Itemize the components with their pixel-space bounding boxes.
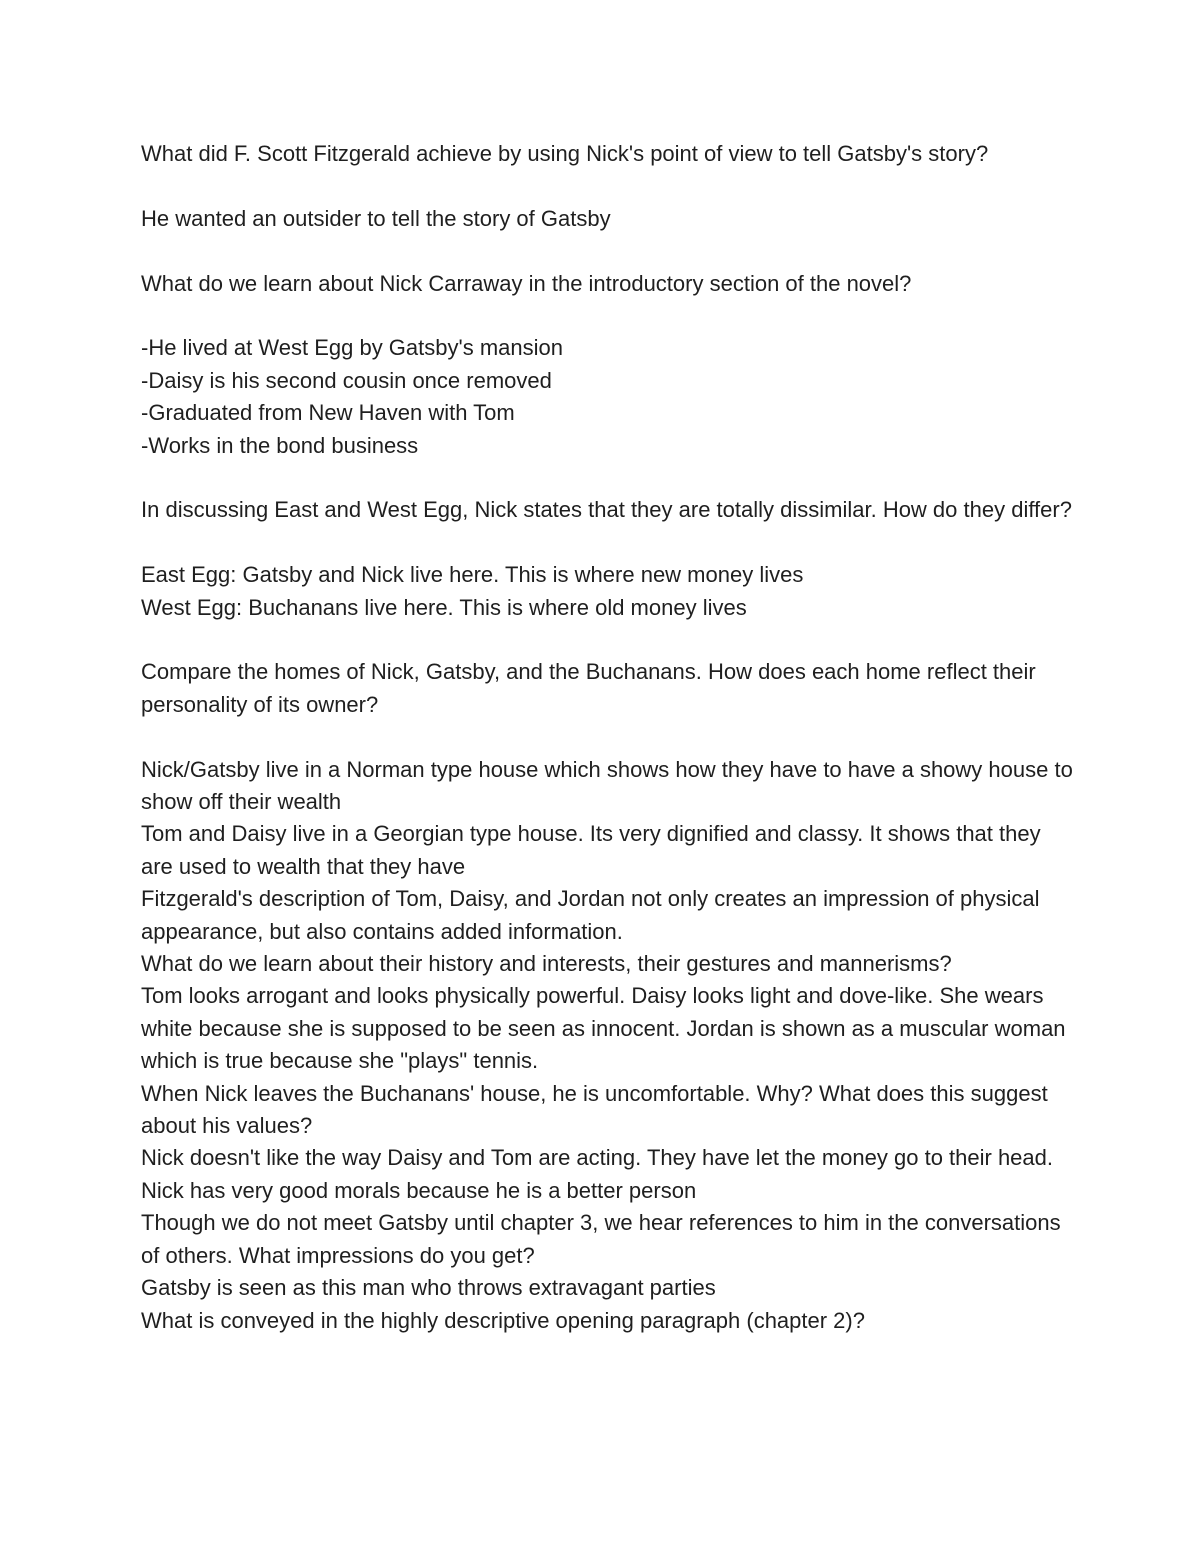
answer-paragraph [141, 754, 1079, 1337]
document-page [141, 138, 1079, 1369]
question-paragraph [141, 494, 1076, 526]
text-line: Tom looks arrogant and looks physically powerful. Daisy looks light and dove-like. She wears white because she is supposed to be seen as innocent. Jordan is shown as a muscular woman which is true because she "plays" tennis. [141, 983, 1072, 1074]
text-line: Fitzgerald's description of Tom, Daisy, and Jordan not only creates an impression of physical appearance, but also contains added information. [141, 886, 1046, 944]
text-line: Compare the homes of Nick, Gatsby, and the Buchanans. How does each home reflect their personality of its owner? [141, 659, 1042, 717]
question-paragraph [141, 138, 1076, 170]
text-line: When Nick leaves the Buchanans' house, he is uncomfortable. Why? What does this suggest about his values? [141, 1080, 1054, 1139]
list-item: -Works in the bond business [141, 432, 419, 458]
text-line: Nick/Gatsby live in a Norman type house which shows how they have to have a showy house to show off their wealth [141, 756, 1079, 815]
text-line: What did F. Scott Fitzgerald achieve by using Nick's point of view to tell Gatsby's story? [141, 141, 989, 166]
question-paragraph [141, 656, 1076, 721]
text-line: East Egg: Gatsby and Nick live here. This is where new money lives [141, 562, 804, 588]
text-line: West Egg: Buchanans live here. This is where old money lives [141, 594, 747, 620]
text-line: Though we do not meet Gatsby until chapter 3, we hear references to him in the conversations of others. What impressions do you get? [141, 1210, 1067, 1268]
text-line: What do we learn about Nick Carraway in the introductory section of the novel? [141, 270, 912, 296]
text-line: In discussing East and West Egg, Nick states that they are totally dissimilar. How do they differ? [141, 497, 1072, 523]
text-line: Nick doesn't like the way Daisy and Tom are acting. They have let the money go to their head. Nick has very good morals because he is a better person [141, 1145, 1060, 1203]
text-line: What do we learn about their history and interests, their gestures and mannerisms? [141, 951, 952, 977]
text-line: He wanted an outsider to tell the story of Gatsby [141, 205, 611, 231]
text-line: What is conveyed in the highly descriptive opening paragraph (chapter 2)? [141, 1307, 865, 1333]
answer-paragraph [141, 559, 1076, 624]
question-paragraph [141, 268, 1076, 300]
list-item: -He lived at West Egg by Gatsby's mansion [141, 335, 563, 361]
answer-list [141, 332, 1076, 462]
answer-paragraph [141, 203, 1076, 235]
list-item: -Daisy is his second cousin once removed [141, 367, 552, 393]
text-line: Tom and Daisy live in a Georgian type house. Its very dignified and classy. It shows that they are used to wealth that they have [141, 821, 1047, 879]
list-item: -Graduated from New Haven with Tom [141, 400, 515, 426]
text-line: Gatsby is seen as this man who throws extravagant parties [141, 1275, 716, 1301]
